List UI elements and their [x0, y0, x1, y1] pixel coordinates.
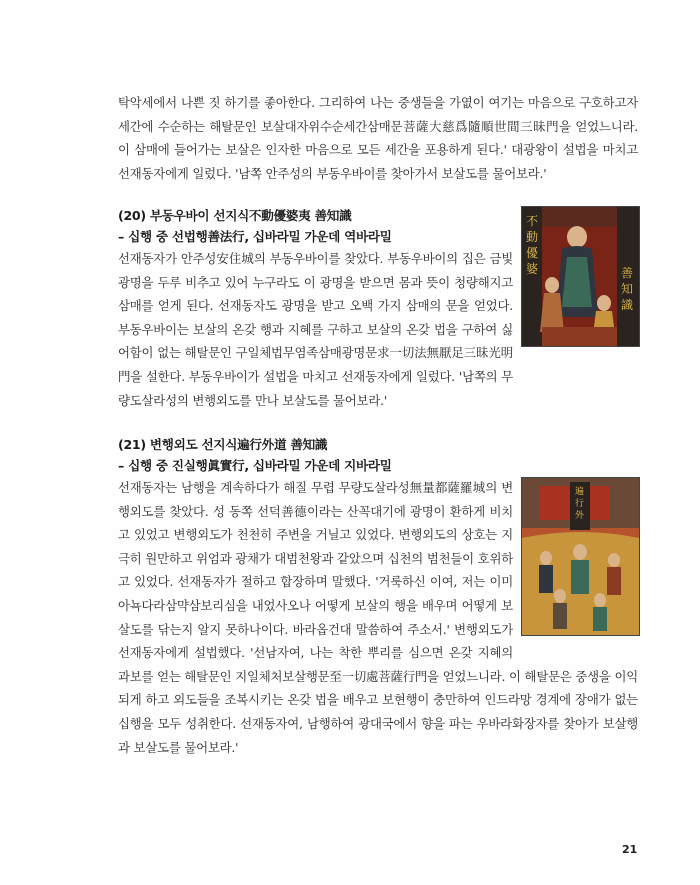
svg-text:知: 知 — [621, 282, 634, 296]
svg-text:不: 不 — [526, 214, 539, 228]
svg-text:動: 動 — [526, 230, 539, 244]
section-21-body — [118, 476, 638, 759]
figure-wrap-spacer — [513, 247, 638, 389]
section-20-body — [118, 247, 638, 412]
section-20-body-text: 선재동자가 안주성安住城의 부동우바이를 찾았다. 부동우바이의 집은 금빛 광명을 두루 비추고 있어 누구라도 이 광명을 받으면 몸과 뜻이 청량해지고 삼매를 얻게 된다. 선재동자도 광명을 받고 오백 가지 삼매의 문을 얻었다. 부동우바이는 보살의 온갖 행과 지혜를 구하고 보살의 온갖 법을 구하여 싫어함이 없는 해탈문인 구일체법무염족삼매광명문求一切法無厭足三昧光明門을 설한다. 부동우바이가 설법을 마치고 선재동자에게 일렀다. '남쪽의 무량도살라성의 변행외도를 만나 보살도를 물어보라.' — [118, 251, 513, 408]
svg-text:外: 外 — [575, 511, 585, 521]
svg-text:識: 識 — [621, 298, 634, 312]
section-21-subtitle: – 십행 중 진실행眞實行, 십바라밀 가운데 지바라밀 — [118, 458, 392, 473]
page-number: 21 — [622, 843, 638, 856]
svg-text:婆: 婆 — [526, 262, 539, 276]
svg-text:善: 善 — [621, 266, 634, 280]
section-21-body-text: 선재동자는 남행을 계속하다가 해질 무렵 무량도살라성無量都薩羅城의 변행외도를 찾았다. 성 동쪽 선덕善德이라는 산꼭대기에 광명이 환하게 비치고 있었고 변행외도가 천천히 주변을 거닐고 있었다. 변행외도의 상호는 지극히 원만하고 위엄과 광채가 대범천왕과 같았으며 십천의 범천들이 호위하고 있었다. 선재동자가 절하고 합장하며 말했다. '거룩하신 이여, 저는 이미 아뇩다라삼먁삼보리심을 내었사오나 어떻게 보살의 행을 배우며 어떻게 보살도를 닦는지 알지 못하나이다. 바라옵건대 말씀하여 주소서.' 변행외도가 선재동자에게 설법했다. '선남자여, 나는 착한 뿌리를 심으면 온갖 지혜의 과보를 얻는 해탈문인 지일체처보살행문至一切處菩薩行門을 얻었느니라. 이 해탈문은 중생을 이익되게 하고 외도들을 조복시키는 온갖 법을 배우고 보현행이 충만하여 인드라망 경계에 장애가 없는 십행을 모두 성취한다. 선재동자여, 남행하여 광대국에서 향을 파는 우바라화장자를 찾아가 보살행과 보살도를 물어보라.' — [118, 480, 638, 755]
svg-text:行: 行 — [575, 499, 585, 509]
svg-text:優: 優 — [526, 246, 539, 260]
section-21-title: (21) 변행외도 선지식遍行外道 善知識 — [118, 437, 328, 452]
svg-text:遍: 遍 — [575, 487, 585, 497]
section-20-title: (20) 부동우바이 선지식不動優婆夷 善知識 — [118, 208, 352, 223]
figure-wrap-spacer — [513, 476, 638, 642]
intro-paragraph: 탁악세에서 나쁜 짓 하기를 좋아한다. 그리하여 나는 중생들을 가엾이 여기는 마음으로 구호하고자 세간에 수순하는 해탈문인 보살대자위수순세간삼매문菩薩大慈爲隨順世間三昧門을 얻었느니라. 이 삼매에 들어가는 보살은 인자한 마음으로 모든 세간을 포용하게 된다.' 대광왕이 설법을 마치고 선재동자에게 일렀다. '남쪽 안주성의 부동우바이를 찾아가서 보살도를 물어보라.' — [118, 95, 638, 181]
section-20-subtitle: – 십행 중 선법행善法行, 십바라밀 가운데 역바라밀 — [118, 229, 392, 244]
